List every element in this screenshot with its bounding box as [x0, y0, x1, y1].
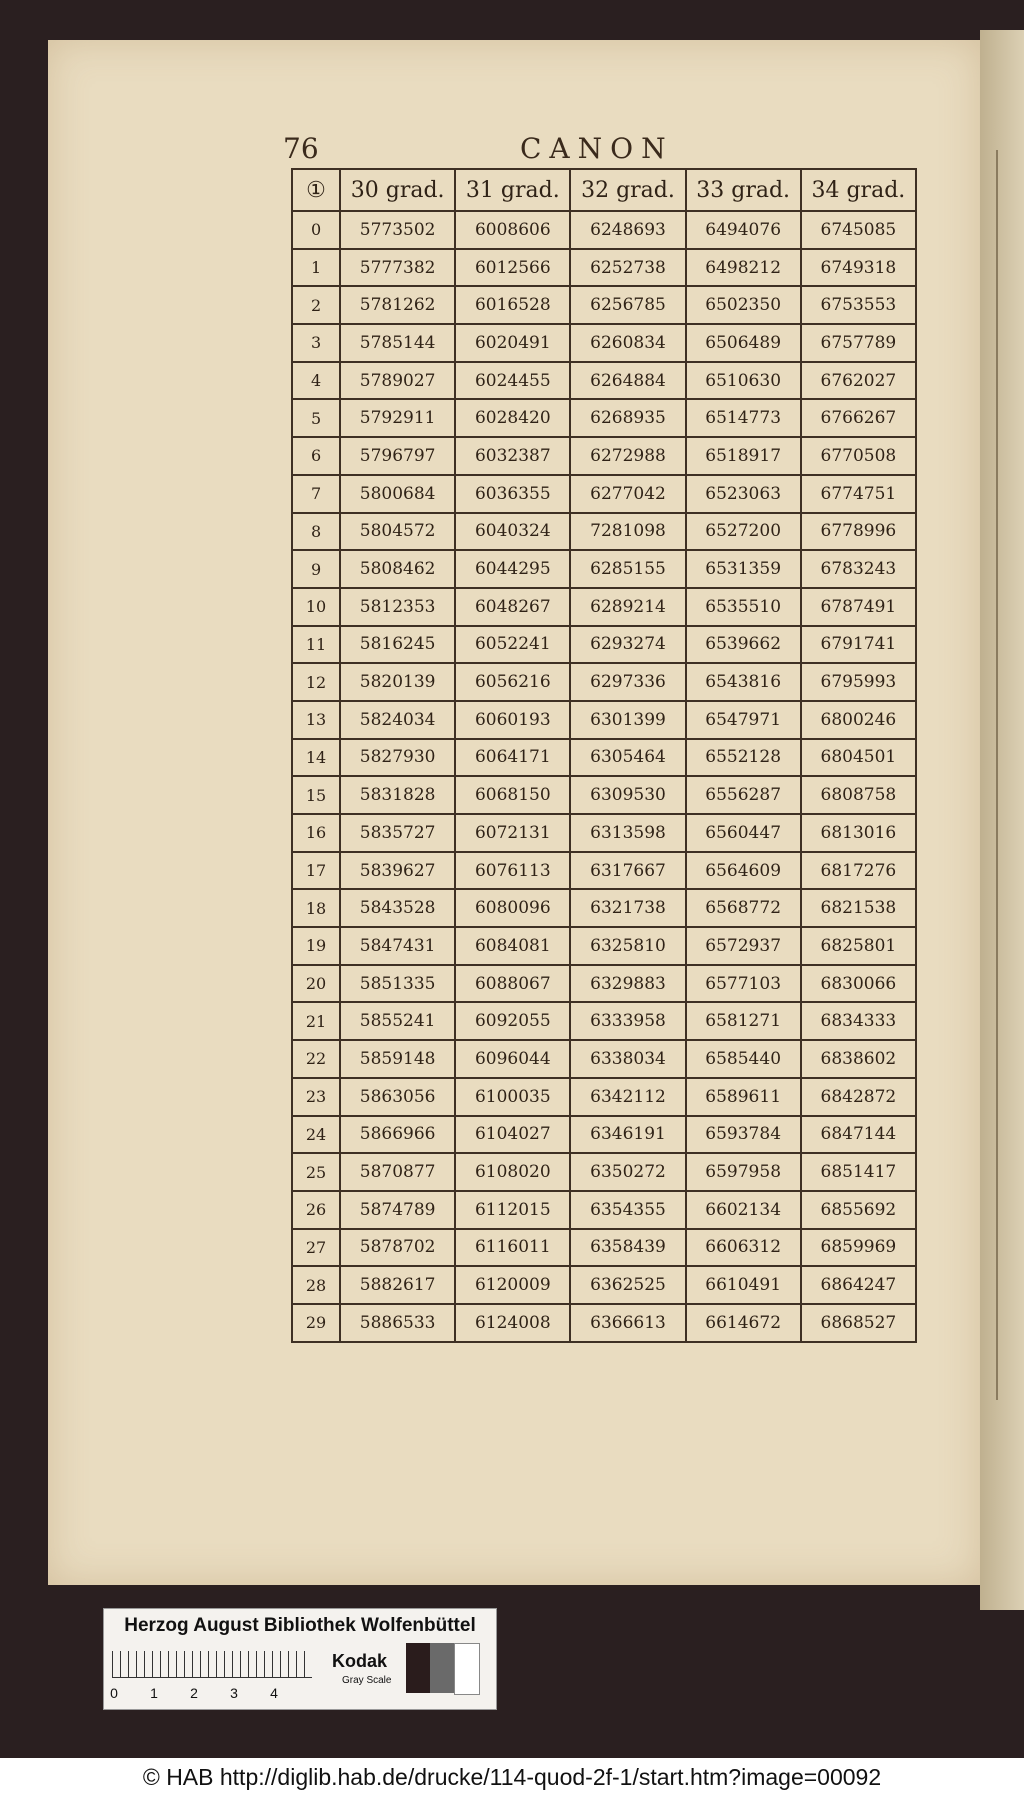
value-cell: 6539662 [686, 626, 801, 664]
table-row [292, 1002, 916, 1040]
value-cell: 6494076 [686, 211, 801, 249]
row-index-cell: 23 [292, 1078, 340, 1116]
value-cell: 5800684 [340, 475, 455, 513]
value-cell: 6842872 [801, 1078, 916, 1116]
row-index-cell: 9 [292, 550, 340, 588]
value-cell: 6589611 [686, 1078, 801, 1116]
value-cell: 6260834 [570, 324, 685, 362]
table-row [292, 324, 916, 362]
value-cell: 6813016 [801, 814, 916, 852]
value-cell: 6762027 [801, 362, 916, 400]
value-cell: 5777382 [340, 249, 455, 287]
facing-page-marks [996, 150, 1020, 1400]
table-row [292, 1116, 916, 1154]
row-index-cell: 20 [292, 965, 340, 1003]
table-row [292, 550, 916, 588]
value-cell: 6556287 [686, 776, 801, 814]
value-cell: 6354355 [570, 1191, 685, 1229]
column-header: 33 grad. [686, 169, 801, 211]
table-row [292, 927, 916, 965]
page-number: 76 [283, 132, 319, 165]
value-cell: 6064171 [455, 739, 570, 777]
table-row [292, 1229, 916, 1267]
ruler-number: 2 [190, 1685, 198, 1701]
value-cell: 6040324 [455, 513, 570, 551]
table-row [292, 663, 916, 701]
value-cell: 6804501 [801, 739, 916, 777]
value-cell: 6268935 [570, 399, 685, 437]
value-cell: 6333958 [570, 1002, 685, 1040]
ruler-number: 4 [270, 1685, 278, 1701]
value-cell: 5886533 [340, 1304, 455, 1342]
value-cell: 6830066 [801, 965, 916, 1003]
value-cell: 6757789 [801, 324, 916, 362]
gray-swatch-mid [430, 1643, 454, 1693]
value-cell: 5812353 [340, 588, 455, 626]
value-cell: 6272988 [570, 437, 685, 475]
value-cell: 6321738 [570, 889, 685, 927]
row-index-cell: 11 [292, 626, 340, 664]
value-cell: 6285155 [570, 550, 685, 588]
row-index-cell: 8 [292, 513, 340, 551]
table-row [292, 475, 916, 513]
value-cell: 6317667 [570, 852, 685, 890]
table-row [292, 1040, 916, 1078]
value-cell: 6778996 [801, 513, 916, 551]
value-cell: 5874789 [340, 1191, 455, 1229]
value-cell: 6289214 [570, 588, 685, 626]
value-cell: 6052241 [455, 626, 570, 664]
row-index-cell: 17 [292, 852, 340, 890]
table-row [292, 889, 916, 927]
value-cell: 6585440 [686, 1040, 801, 1078]
value-cell: 5843528 [340, 889, 455, 927]
value-cell: 5808462 [340, 550, 455, 588]
value-cell: 6252738 [570, 249, 685, 287]
library-label [103, 1608, 497, 1710]
row-index-cell: 2 [292, 286, 340, 324]
row-index-cell: 21 [292, 1002, 340, 1040]
tangent-table [291, 168, 917, 1343]
table-row [292, 739, 916, 777]
value-cell: 6092055 [455, 1002, 570, 1040]
table-row [292, 1266, 916, 1304]
value-cell: 6036355 [455, 475, 570, 513]
table-row [292, 437, 916, 475]
value-cell: 6293274 [570, 626, 685, 664]
value-cell: 5851335 [340, 965, 455, 1003]
scale-ruler [112, 1651, 312, 1678]
value-cell: 6325810 [570, 927, 685, 965]
value-cell: 6514773 [686, 399, 801, 437]
value-cell: 5863056 [340, 1078, 455, 1116]
value-cell: 6838602 [801, 1040, 916, 1078]
row-index-cell: 13 [292, 701, 340, 739]
value-cell: 7281098 [570, 513, 685, 551]
value-cell: 6770508 [801, 437, 916, 475]
gray-swatch-light [454, 1643, 480, 1695]
value-cell: 6088067 [455, 965, 570, 1003]
value-cell: 5866966 [340, 1116, 455, 1154]
row-index-cell: 0 [292, 211, 340, 249]
value-cell: 6032387 [455, 437, 570, 475]
table-row [292, 1153, 916, 1191]
value-cell: 5785144 [340, 324, 455, 362]
row-index-cell: 1 [292, 249, 340, 287]
value-cell: 6825801 [801, 927, 916, 965]
table-row [292, 814, 916, 852]
gray-swatch-dark [406, 1643, 430, 1693]
value-cell: 6120009 [455, 1266, 570, 1304]
row-index-cell: 19 [292, 927, 340, 965]
column-header: 31 grad. [455, 169, 570, 211]
value-cell: 6313598 [570, 814, 685, 852]
value-cell: 6358439 [570, 1229, 685, 1267]
table-row [292, 852, 916, 890]
value-cell: 6753553 [801, 286, 916, 324]
value-cell: 5816245 [340, 626, 455, 664]
column-header: 30 grad. [340, 169, 455, 211]
value-cell: 6012566 [455, 249, 570, 287]
value-cell: 6020491 [455, 324, 570, 362]
value-cell: 6346191 [570, 1116, 685, 1154]
value-cell: 6564609 [686, 852, 801, 890]
value-cell: 5855241 [340, 1002, 455, 1040]
value-cell: 6124008 [455, 1304, 570, 1342]
row-index-cell: 26 [292, 1191, 340, 1229]
value-cell: 6552128 [686, 739, 801, 777]
value-cell: 6305464 [570, 739, 685, 777]
value-cell: 6531359 [686, 550, 801, 588]
table-row [292, 626, 916, 664]
value-cell: 6024455 [455, 362, 570, 400]
value-cell: 5773502 [340, 211, 455, 249]
gray-scale-text: Gray Scale [342, 1675, 392, 1686]
row-index-cell: 5 [292, 399, 340, 437]
value-cell: 6048267 [455, 588, 570, 626]
row-index-cell: 3 [292, 324, 340, 362]
value-cell: 5835727 [340, 814, 455, 852]
value-cell: 5789027 [340, 362, 455, 400]
kodak-logo-text: Kodak [332, 1651, 388, 1671]
value-cell: 6518917 [686, 437, 801, 475]
value-cell: 5878702 [340, 1229, 455, 1267]
value-cell: 6535510 [686, 588, 801, 626]
value-cell: 5792911 [340, 399, 455, 437]
value-cell: 5859148 [340, 1040, 455, 1078]
row-index-cell: 22 [292, 1040, 340, 1078]
value-cell: 6329883 [570, 965, 685, 1003]
value-cell: 6104027 [455, 1116, 570, 1154]
value-cell: 6808758 [801, 776, 916, 814]
value-cell: 6080096 [455, 889, 570, 927]
value-cell: 6076113 [455, 852, 570, 890]
value-cell: 6523063 [686, 475, 801, 513]
copyright-footer: © HAB http://diglib.hab.de/drucke/114-quod-2f-1/start.htm?image=00092 [0, 1758, 1024, 1796]
value-cell: 5847431 [340, 927, 455, 965]
value-cell: 6060193 [455, 701, 570, 739]
value-cell: 6084081 [455, 927, 570, 965]
table-header-row [292, 169, 916, 211]
value-cell: 6072131 [455, 814, 570, 852]
table-body [292, 211, 916, 1342]
column-header: 34 grad. [801, 169, 916, 211]
value-cell: 6248693 [570, 211, 685, 249]
value-cell: 5804572 [340, 513, 455, 551]
value-cell: 6855692 [801, 1191, 916, 1229]
row-index-cell: 15 [292, 776, 340, 814]
value-cell: 6602134 [686, 1191, 801, 1229]
row-index-cell: 10 [292, 588, 340, 626]
value-cell: 6016528 [455, 286, 570, 324]
value-cell: 6560447 [686, 814, 801, 852]
table-row [292, 965, 916, 1003]
value-cell: 6543816 [686, 663, 801, 701]
value-cell: 6766267 [801, 399, 916, 437]
value-cell: 6056216 [455, 663, 570, 701]
value-cell: 6821538 [801, 889, 916, 927]
row-index-cell: 28 [292, 1266, 340, 1304]
value-cell: 6610491 [686, 1266, 801, 1304]
value-cell: 6547971 [686, 701, 801, 739]
row-index-cell: 27 [292, 1229, 340, 1267]
value-cell: 6342112 [570, 1078, 685, 1116]
value-cell: 6606312 [686, 1229, 801, 1267]
row-index-cell: 25 [292, 1153, 340, 1191]
row-index-cell: 18 [292, 889, 340, 927]
table-row [292, 776, 916, 814]
value-cell: 6847144 [801, 1116, 916, 1154]
running-head: CANON [520, 132, 674, 165]
value-cell: 6745085 [801, 211, 916, 249]
value-cell: 6256785 [570, 286, 685, 324]
column-header: 32 grad. [570, 169, 685, 211]
value-cell: 6787491 [801, 588, 916, 626]
table-row [292, 362, 916, 400]
ruler-number: 1 [150, 1685, 158, 1701]
value-cell: 6581271 [686, 1002, 801, 1040]
row-index-cell: 24 [292, 1116, 340, 1154]
value-cell: 6795993 [801, 663, 916, 701]
value-cell: 6350272 [570, 1153, 685, 1191]
row-index-cell: 7 [292, 475, 340, 513]
value-cell: 6502350 [686, 286, 801, 324]
ruler-number: 3 [230, 1685, 238, 1701]
value-cell: 6568772 [686, 889, 801, 927]
table-row [292, 701, 916, 739]
row-index-cell: 6 [292, 437, 340, 475]
value-cell: 6100035 [455, 1078, 570, 1116]
ruler-number: 0 [110, 1685, 118, 1701]
value-cell: 6108020 [455, 1153, 570, 1191]
value-cell: 6749318 [801, 249, 916, 287]
value-cell: 6264884 [570, 362, 685, 400]
corner-symbol: ① [292, 169, 340, 211]
value-cell: 6297336 [570, 663, 685, 701]
table-row [292, 249, 916, 287]
value-cell: 6008606 [455, 211, 570, 249]
value-cell: 6498212 [686, 249, 801, 287]
table-row [292, 513, 916, 551]
value-cell: 6277042 [570, 475, 685, 513]
value-cell: 6572937 [686, 927, 801, 965]
row-index-cell: 14 [292, 739, 340, 777]
table-row [292, 1078, 916, 1116]
value-cell: 6506489 [686, 324, 801, 362]
value-cell: 5882617 [340, 1266, 455, 1304]
row-index-cell: 16 [292, 814, 340, 852]
value-cell: 6800246 [801, 701, 916, 739]
value-cell: 6593784 [686, 1116, 801, 1154]
row-index-cell: 12 [292, 663, 340, 701]
value-cell: 6783243 [801, 550, 916, 588]
value-cell: 5781262 [340, 286, 455, 324]
value-cell: 6527200 [686, 513, 801, 551]
value-cell: 5824034 [340, 701, 455, 739]
table-row [292, 399, 916, 437]
value-cell: 6362525 [570, 1266, 685, 1304]
value-cell: 6510630 [686, 362, 801, 400]
value-cell: 6028420 [455, 399, 570, 437]
value-cell: 6577103 [686, 965, 801, 1003]
value-cell: 6791741 [801, 626, 916, 664]
value-cell: 6301399 [570, 701, 685, 739]
table-row [292, 211, 916, 249]
value-cell: 5831828 [340, 776, 455, 814]
row-index-cell: 29 [292, 1304, 340, 1342]
value-cell: 6834333 [801, 1002, 916, 1040]
value-cell: 6851417 [801, 1153, 916, 1191]
value-cell: 6859969 [801, 1229, 916, 1267]
value-cell: 6338034 [570, 1040, 685, 1078]
value-cell: 5796797 [340, 437, 455, 475]
value-cell: 6817276 [801, 852, 916, 890]
value-cell: 6774751 [801, 475, 916, 513]
value-cell: 5827930 [340, 739, 455, 777]
value-cell: 6366613 [570, 1304, 685, 1342]
value-cell: 6614672 [686, 1304, 801, 1342]
value-cell: 5820139 [340, 663, 455, 701]
value-cell: 6096044 [455, 1040, 570, 1078]
table-row [292, 1304, 916, 1342]
row-index-cell: 4 [292, 362, 340, 400]
value-cell: 6044295 [455, 550, 570, 588]
library-name: Herzog August Bibliothek Wolfenbüttel [124, 1615, 476, 1636]
value-cell: 6112015 [455, 1191, 570, 1229]
value-cell: 6864247 [801, 1266, 916, 1304]
value-cell: 6597958 [686, 1153, 801, 1191]
value-cell: 6116011 [455, 1229, 570, 1267]
value-cell: 6868527 [801, 1304, 916, 1342]
value-cell: 5870877 [340, 1153, 455, 1191]
value-cell: 5839627 [340, 852, 455, 890]
value-cell: 6309530 [570, 776, 685, 814]
table-row [292, 588, 916, 626]
table-row [292, 286, 916, 324]
value-cell: 6068150 [455, 776, 570, 814]
table-row [292, 1191, 916, 1229]
